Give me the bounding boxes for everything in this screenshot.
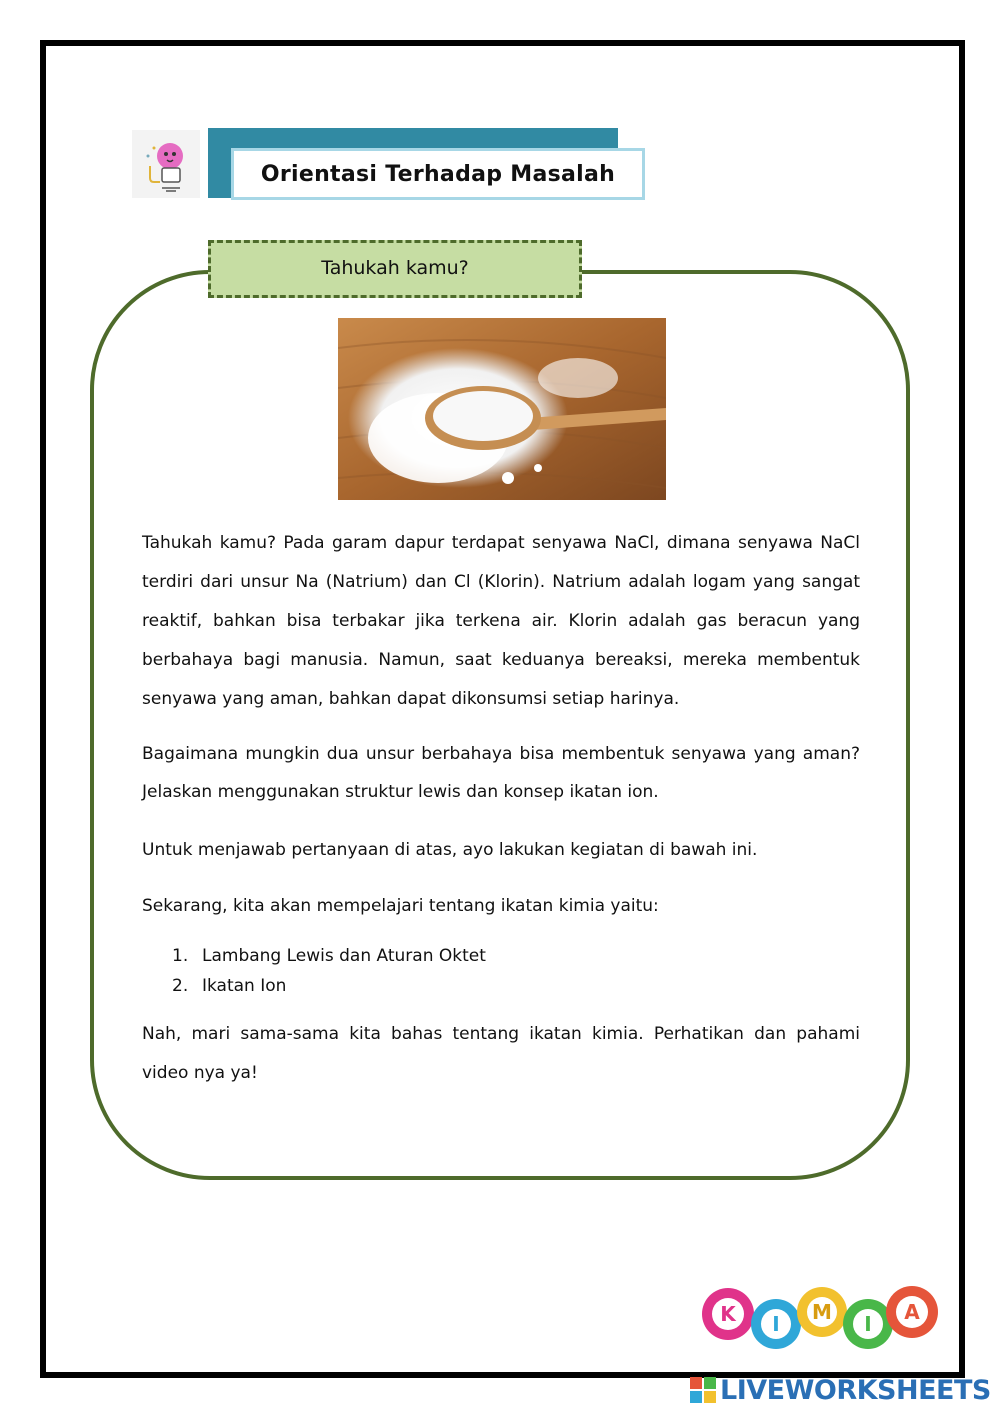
kimia-ball-a [886, 1286, 938, 1338]
list-item-number: 1. [172, 946, 189, 966]
kimia-ball-m [797, 1287, 847, 1337]
list-item [142, 971, 860, 1001]
paragraph-question: Bagaimana mungkin dua unsur berbahaya bisa membentuk senyawa yang aman? Jelaskan menggunakan struktur lewis dan konsep ikatan ion. [142, 744, 860, 802]
kimia-letter: I [772, 1312, 780, 1336]
kimia-letter: M [812, 1300, 832, 1324]
student-idea-icon [132, 130, 200, 198]
kimia-letter: K [720, 1302, 736, 1326]
paragraph-closing: Nah, mari sama-sama kita bahas tentang ikatan kimia. Perhatikan dan pahami video nya ya! [142, 1024, 860, 1083]
page-title: Orientasi Terhadap Masalah [231, 148, 645, 200]
topic-list [142, 941, 860, 1001]
kimia-ball-i2 [843, 1299, 893, 1349]
list-item-text: Ikatan Ion [202, 976, 287, 996]
liveworksheets-watermark [690, 1374, 991, 1406]
paragraph-instruction: Untuk menjawab pertanyaan di atas, ayo lakukan kegiatan di bawah ini. [142, 840, 758, 860]
list-item-text: Lambang Lewis dan Aturan Oktet [202, 946, 486, 966]
section-tag: Tahukah kamu? [208, 240, 582, 298]
header-accent-bar-left [208, 128, 232, 198]
liveworksheets-text: LIVEWORKSHEETS [720, 1374, 991, 1406]
reading-content [142, 524, 860, 1093]
liveworksheets-icon [690, 1377, 716, 1403]
paragraph-intro: Tahukah kamu? Pada garam dapur terdapat senyawa NaCl, dimana senyawa NaCl terdiri dari unsur Na (Natrium) dan Cl (Klorin). Natrium adalah logam yang sangat reaktif, bahkan bisa terbakar jika terkena air. Klorin adalah gas beracun yang berbahaya bagi manusia. Namun, saat keduanya bereaksi, mereka membentuk senyawa yang aman, bahkan dapat dikonsumsi setiap harinya. [142, 533, 860, 709]
list-item-number: 2. [172, 976, 189, 996]
kimia-letter: I [864, 1312, 872, 1336]
header-accent-bar [208, 128, 618, 148]
salt-spoon-photo [338, 318, 666, 500]
kimia-ball-i [751, 1299, 801, 1349]
paragraph-topics-intro: Sekarang, kita akan mempelajari tentang ikatan kimia yaitu: [142, 896, 659, 916]
list-item [142, 941, 860, 971]
kimia-ball-k [702, 1288, 754, 1340]
kimia-logo [700, 1284, 940, 1354]
kimia-letter: A [904, 1300, 920, 1324]
